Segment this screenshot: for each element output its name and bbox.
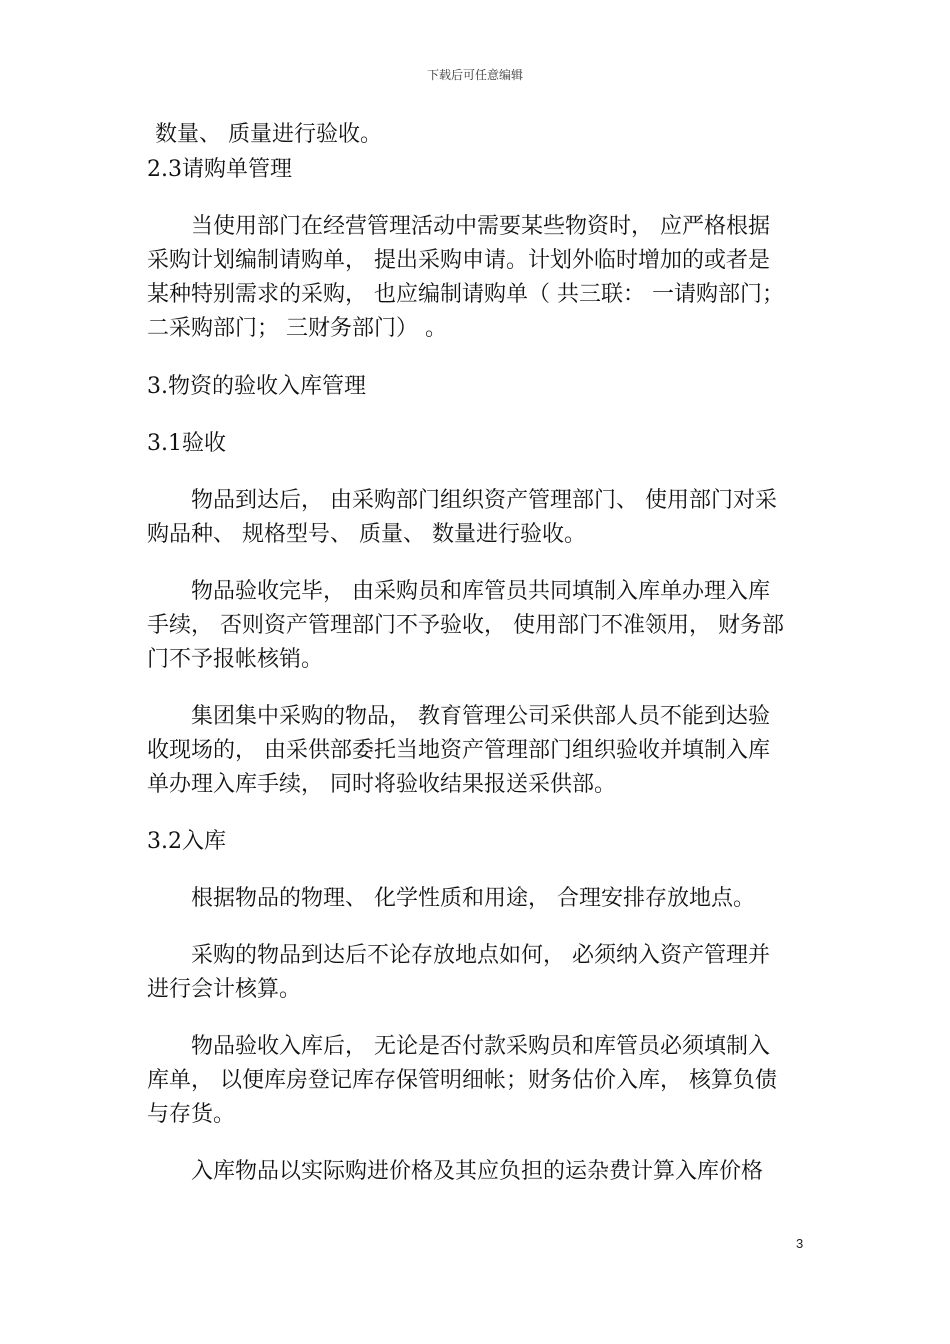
section-heading — [147, 370, 807, 404]
section-heading — [147, 153, 807, 187]
paragraph — [147, 575, 807, 677]
text-line: 收现场的， 由采供部委托当地资产管理部门组织验收并填制入库 — [147, 738, 770, 763]
text-line: 物品验收完毕， 由采购员和库管员共同填制入库单办理入库 — [191, 579, 770, 604]
section-number: 3. — [147, 374, 168, 399]
paragraph — [147, 1155, 807, 1189]
page-header: 下载后可任意编辑 — [426, 68, 523, 82]
text-line: 采购的物品到达后不论存放地点如何， 必须纳入资产管理并 — [191, 943, 770, 968]
text-line: 购品种、 规格型号、 质量、 数量进行验收。 — [147, 522, 586, 547]
text-line: 物品验收入库后， 无论是否付款采购员和库管员必须填制入 — [191, 1034, 770, 1059]
text-line: 进行会计核算。 — [147, 977, 302, 1002]
page-number: 3 — [796, 1236, 804, 1251]
section-title: 入库 — [182, 829, 227, 854]
section-title: 请购单管理 — [182, 157, 293, 182]
text-line: 物品到达后， 由采购部门组织资产管理部门、 使用部门对采 — [191, 488, 777, 513]
text-line: 单办理入库手续， 同时将验收结果报送采供部。 — [147, 772, 616, 797]
text-line: 入库物品以实际购进价格及其应负担的运杂费计算入库价格 — [191, 1159, 764, 1184]
section-heading — [147, 825, 807, 859]
text-line: 手续， 否则资产管理部门不予验收， 使用部门不准领用， 财务部 — [147, 613, 784, 638]
text-line: 集团集中采购的物品， 教育管理公司采供部人员不能到达验 — [191, 704, 770, 729]
section-number: 2.3 — [147, 157, 182, 182]
section-heading — [147, 427, 807, 461]
text-line: 数量、 质量进行验收。 — [155, 122, 382, 147]
section-number: 3.2 — [147, 829, 182, 854]
section-title: 物资的验收入库管理 — [168, 374, 367, 399]
section-title: 验收 — [182, 431, 227, 456]
paragraph — [147, 939, 807, 1007]
text-line: 与存货。 — [147, 1102, 236, 1127]
text-line: 二采购部门； 三财务部门） 。 — [147, 316, 447, 341]
paragraph — [147, 882, 807, 916]
text-line: 根据物品的物理、 化学性质和用途， 合理安排存放地点。 — [191, 886, 755, 911]
text-line: 某种特别需求的采购， 也应编制请购单（ 共三联： 一请购部门； — [147, 282, 784, 307]
document-body — [147, 118, 807, 1189]
section-number: 3.1 — [147, 431, 182, 456]
paragraph — [147, 484, 807, 552]
text-line: 当使用部门在经营管理活动中需要某些物资时， 应严格根据 — [191, 214, 770, 239]
paragraph — [147, 700, 807, 802]
text-line: 门不予报帐核销。 — [147, 647, 324, 672]
paragraph — [147, 118, 807, 152]
text-line: 采购计划编制请购单， 提出采购申请。计划外临时增加的或者是 — [147, 248, 770, 273]
paragraph — [147, 1030, 807, 1132]
text-line: 库单， 以便库房登记库存保管明细帐；财务估价入库， 核算负债 — [147, 1068, 777, 1093]
paragraph — [147, 210, 807, 346]
